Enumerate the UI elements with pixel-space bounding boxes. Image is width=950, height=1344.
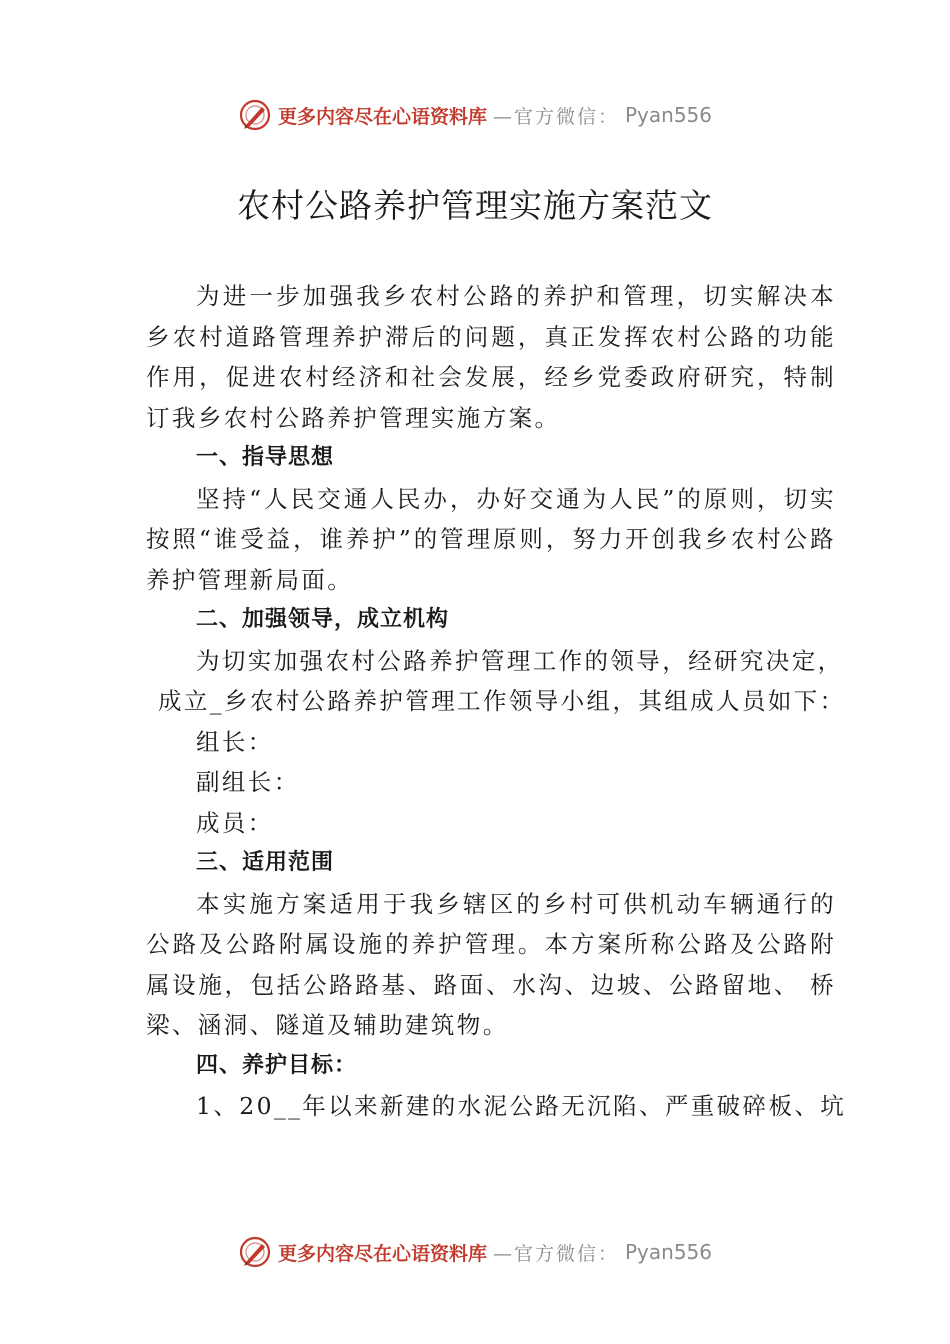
- goal-item-1: 1、20__年以来新建的水泥公路无沉陷、严重破碎板、坑: [196, 1092, 847, 1120]
- pen-logo-icon: [238, 98, 272, 132]
- document-title: 农村公路养护管理实施方案范文: [237, 186, 713, 225]
- document-body: [146, 276, 847, 1127]
- leader-label: 组长：: [196, 727, 274, 756]
- leadership-line-2: 成立_乡农村公路养护管理工作领导小组，其组成人员如下：: [158, 687, 846, 715]
- leadership-line-1: 为切实加强农村公路养护管理工作的领导，经研究决定，: [196, 646, 844, 675]
- intro-paragraph: 为进一步加强我乡农村公路的养护和管理，切实解决本乡农村道路管理养护滞后的问题，真正发挥农村公路的功能作用，促进农村经济和社会发展，经乡党委政府研究，特制订我乡农村公路养护管理实施方案。: [146, 282, 836, 432]
- section-heading-scope: 三、适用范围: [196, 850, 335, 875]
- watermark-wechat-label: —官方微信：: [492, 105, 619, 128]
- pen-logo-icon: [238, 1235, 272, 1269]
- footer-watermark: [0, 1232, 950, 1272]
- watermark-brand-text: 更多内容尽在心语资料库: [277, 105, 487, 128]
- section-heading-guiding-ideology: 一、指导思想: [196, 445, 335, 470]
- watermark-wechat-id: Pyan556: [625, 103, 713, 127]
- header-watermark: [0, 95, 950, 135]
- guiding-ideology-paragraph: 坚持“人民交通人民办，办好交通为人民”的原则，切实按照“谁受益，谁养护”的管理原则，努力开创我乡农村公路养护管理新局面。: [146, 484, 836, 594]
- members-label: 成员：: [196, 808, 274, 837]
- deputy-leader-label: 副组长：: [196, 768, 300, 796]
- section-heading-leadership: 二、加强领导，成立机构: [196, 607, 450, 632]
- watermark-wechat-id: Pyan556: [625, 1240, 713, 1264]
- watermark-wechat-label: —官方微信：: [492, 1242, 619, 1265]
- section-heading-maintenance-goals: 四、养护目标：: [196, 1052, 358, 1078]
- watermark-brand-text: 更多内容尽在心语资料库: [277, 1242, 487, 1265]
- scope-paragraph: 本实施方案适用于我乡辖区的乡村可供机动车辆通行的公路及公路附属设施的养护管理。本方案所称公路及公路附属设施，包括公路路基、路面、水沟、边坡、公路留地、 桥梁、涵洞、隧道及辅助建筑物。: [146, 889, 836, 1039]
